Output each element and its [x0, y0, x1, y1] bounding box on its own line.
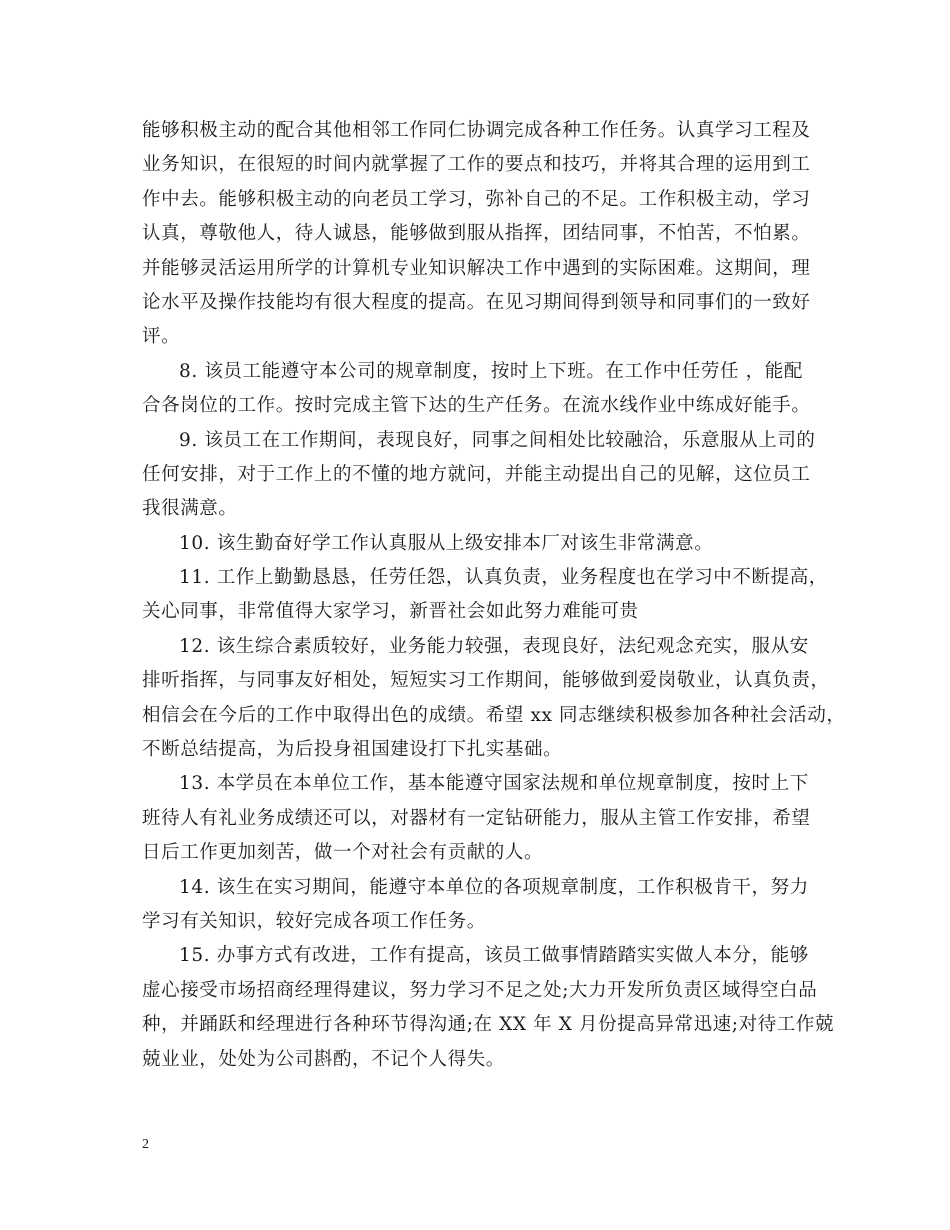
text-line: 排听指挥，与同事友好相处，短短实习工作期间，能够做到爱岗敬业，认真负责，: [142, 670, 830, 692]
text-line: 我很满意。: [142, 498, 238, 520]
text-line: 作中去。能够积极主动的向老员工学习，弥补自己的不足。工作积极主动，学习: [142, 188, 811, 210]
text-line: 能够积极主动的配合其他相邻工作同仁协调完成各种工作任务。认真学习工程及: [142, 120, 811, 141]
text-line: 业务知识，在很短的时间内就掌握了工作的要点和技巧，并将其合理的运用到工: [142, 154, 811, 176]
body-text: [142, 114, 846, 1077]
text-line: 11. 工作上勤勤恳恳，任劳任怨，认真负责，业务程度也在学习中不断提高，: [179, 567, 828, 589]
text-line: 并能够灵活运用所学的计算机专业知识解决工作中遇到的实际困难。这期间，理: [142, 257, 811, 279]
text-line: 兢业业，处处为公司斟酌，不记个人得失。: [142, 1048, 505, 1070]
text-line: 班待人有礼业务成绩还可以，对器材有一定钻研能力，服从主管工作安排，希望: [142, 807, 811, 829]
text-line: 种，并踊跃和经理进行各种环节得沟通;在 XX 年 X 月份提高异常迅速;对待工作兢: [142, 1014, 835, 1036]
text-line: 认真，尊敬他人，待人诚恳，能够做到服从指挥，团结同事，不怕苦，不怕累。: [142, 223, 811, 245]
text-line: 9. 该员工在工作期间，表现良好，同事之间相处比较融洽，乐意服从上司的: [179, 429, 816, 451]
text-line: 相信会在今后的工作中取得出色的成绩。希望 xx 同志继续积极参加各种社会活动，: [142, 704, 846, 726]
text-line: 13. 本学员在本单位工作，基本能遵守国家法规和单位规章制度，按时上下: [179, 773, 809, 795]
text-line: 12. 该生综合素质较好，业务能力较强，表现良好，法纪观念充实，服从安: [179, 635, 809, 657]
text-line: 14. 该生在实习期间，能遵守本单位的各项规章制度，工作积极肯干，努力: [179, 876, 809, 898]
text-line: 学习有关知识，较好完成各项工作任务。: [142, 910, 486, 932]
text-line: 10. 该生勤奋好学工作认真服从上级安排本厂对该生非常满意。: [179, 532, 714, 554]
text-line: 评。: [142, 326, 181, 348]
text-line: 虚心接受市场招商经理得建议，努力学习不足之处;大力开发所负责区域得空白品: [142, 979, 818, 1001]
text-line: 8. 该员工能遵守本公司的规章制度，按时上下班。在工作中任劳任 ，能配: [179, 360, 803, 382]
text-line: 不断总结提高，为后投身祖国建设打下扎实基础。: [142, 739, 563, 761]
text-line: 任何安排，对于工作上的不懂的地方就问，并能主动提出自己的见解，这位员工: [142, 463, 811, 485]
page-number: 2: [142, 1137, 149, 1152]
text-line: 关心同事，非常值得大家学习，新晋社会如此努力难能可贵: [142, 601, 639, 623]
text-line: 日后工作更加刻苦，做一个对社会有贡献的人。: [142, 842, 544, 864]
text-line: 合各岗位的工作。按时完成主管下达的生产任务。在流水线作业中练成好能手。: [142, 395, 811, 417]
text-line: 15. 办事方式有改进，工作有提高，该员工做事情踏踏实实做人本分，能够: [179, 945, 809, 967]
text-line: 论水平及操作技能均有很大程度的提高。在见习期间得到领导和同事们的一致好: [142, 291, 811, 313]
